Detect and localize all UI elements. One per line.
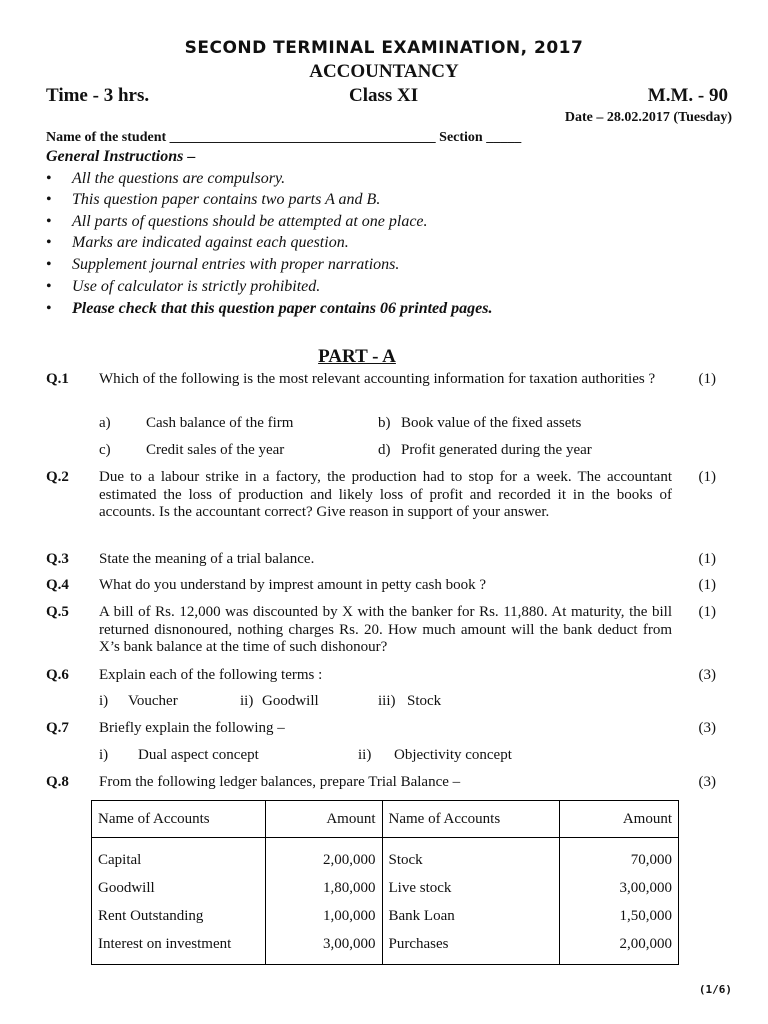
- instructions-heading: General Instructions –: [46, 148, 196, 165]
- question-marks: (3): [698, 667, 716, 683]
- question-text: From the following ledger balances, prepare Trial Balance –: [99, 774, 461, 790]
- option-label: b): [378, 415, 391, 431]
- option-text: Cash balance of the firm: [146, 415, 294, 431]
- option-text: Stock: [407, 693, 442, 709]
- question-text: A bill of Rs. 12,000 was discounted by X with the banker for Rs. 11,880. At maturity, the bill returned disnonoured, nothing charges Rs. 20. How much amount will the bank deduct from X’s bank balance at the time of such dishonour?: [99, 604, 672, 655]
- option-text: Voucher: [128, 693, 178, 709]
- question-text: Due to a labour strike in a factory, the production had to stop for a week. The accountant estimated the loss of production and likely loss of profit and recorded it in the books of accounts. Is the accountant correct? Give reason in support of your answer.: [99, 469, 672, 520]
- exam-title: SECOND TERMINAL EXAMINATION, 2017: [184, 38, 584, 58]
- table-header-row: [92, 801, 679, 838]
- question-text: What do you understand by imprest amount in petty cash book ?: [99, 577, 487, 593]
- bullet-icon: •: [46, 234, 52, 251]
- question-number: Q.3: [46, 551, 69, 567]
- exam-time: Time - 3 hrs.: [46, 85, 150, 106]
- bullet-icon: •: [46, 278, 52, 295]
- question-marks: (1): [698, 577, 716, 593]
- option-label: i): [99, 693, 109, 709]
- subject-title: ACCOUNTANCY: [309, 61, 459, 82]
- question-number: Q.7: [46, 720, 69, 736]
- bullet-icon: •: [46, 300, 52, 317]
- account-amount: 3,00,000: [560, 874, 679, 902]
- account-name: Stock: [382, 838, 560, 875]
- question-text: Which of the following is the most relevant accounting information for taxation authorities ?: [99, 371, 656, 387]
- option-text: Objectivity concept: [394, 747, 512, 763]
- question-text: State the meaning of a trial balance.: [99, 551, 315, 567]
- bullet-icon: •: [46, 170, 52, 187]
- part-a-title: PART - A: [318, 346, 396, 367]
- option-label: iii): [378, 693, 396, 709]
- max-marks: M.M. - 90: [647, 85, 728, 106]
- option-text: Credit sales of the year: [146, 442, 285, 458]
- question-text: Explain each of the following terms :: [99, 667, 323, 683]
- bullet-icon: •: [46, 213, 52, 230]
- column-header: Amount: [265, 801, 382, 838]
- option-label: i): [99, 747, 109, 763]
- account-name: Capital: [92, 838, 266, 875]
- account-amount: 1,80,000: [265, 874, 382, 902]
- account-amount: 3,00,000: [265, 930, 382, 965]
- student-name-section-line: Name of the student ______________________________________ Section _____: [46, 130, 522, 145]
- option-label: ii): [240, 693, 254, 709]
- option-text: Profit generated during the year: [401, 442, 592, 458]
- question-number: Q.2: [46, 469, 69, 485]
- question-marks: (3): [698, 720, 716, 736]
- account-name: Rent Outstanding: [92, 902, 266, 930]
- question-number: Q.5: [46, 604, 69, 620]
- page-number: (1/6): [698, 983, 732, 996]
- question-marks: (1): [698, 604, 716, 620]
- table-row: [92, 930, 679, 965]
- table-row: [92, 838, 679, 875]
- option-text: Book value of the fixed assets: [401, 415, 582, 431]
- question-text: Briefly explain the following –: [99, 720, 285, 736]
- question-marks: (1): [698, 371, 716, 387]
- bullet-icon: •: [46, 256, 52, 273]
- option-text: Goodwill: [262, 693, 319, 709]
- option-label: d): [378, 442, 391, 458]
- account-amount: 1,50,000: [560, 902, 679, 930]
- question-marks: (1): [698, 551, 716, 567]
- option-label: a): [99, 415, 111, 431]
- account-name: Bank Loan: [382, 902, 560, 930]
- question-number: Q.1: [46, 371, 69, 387]
- question-number: Q.8: [46, 774, 69, 790]
- exam-class: Class XI: [349, 85, 419, 106]
- bullet-icon: •: [46, 191, 52, 208]
- question-number: Q.6: [46, 667, 69, 683]
- account-name: Goodwill: [92, 874, 266, 902]
- column-header: Name of Accounts: [382, 801, 560, 838]
- exam-date: Date – 28.02.2017 (Tuesday): [564, 110, 732, 125]
- column-header: Amount: [560, 801, 679, 838]
- column-header: Name of Accounts: [92, 801, 266, 838]
- account-name: Live stock: [382, 874, 560, 902]
- account-amount: 1,00,000: [265, 902, 382, 930]
- table-row: [92, 902, 679, 930]
- account-amount: 2,00,000: [560, 930, 679, 965]
- account-name: Interest on investment: [92, 930, 266, 965]
- account-name: Purchases: [382, 930, 560, 965]
- option-text: Dual aspect concept: [138, 747, 259, 763]
- question-marks: (1): [698, 469, 716, 485]
- option-label: c): [99, 442, 111, 458]
- option-label: ii): [358, 747, 372, 763]
- table-row: [92, 874, 679, 902]
- account-amount: 70,000: [560, 838, 679, 875]
- question-number: Q.4: [46, 577, 69, 593]
- ledger-balances-table: [91, 800, 679, 965]
- account-amount: 2,00,000: [265, 838, 382, 875]
- question-marks: (3): [698, 774, 716, 790]
